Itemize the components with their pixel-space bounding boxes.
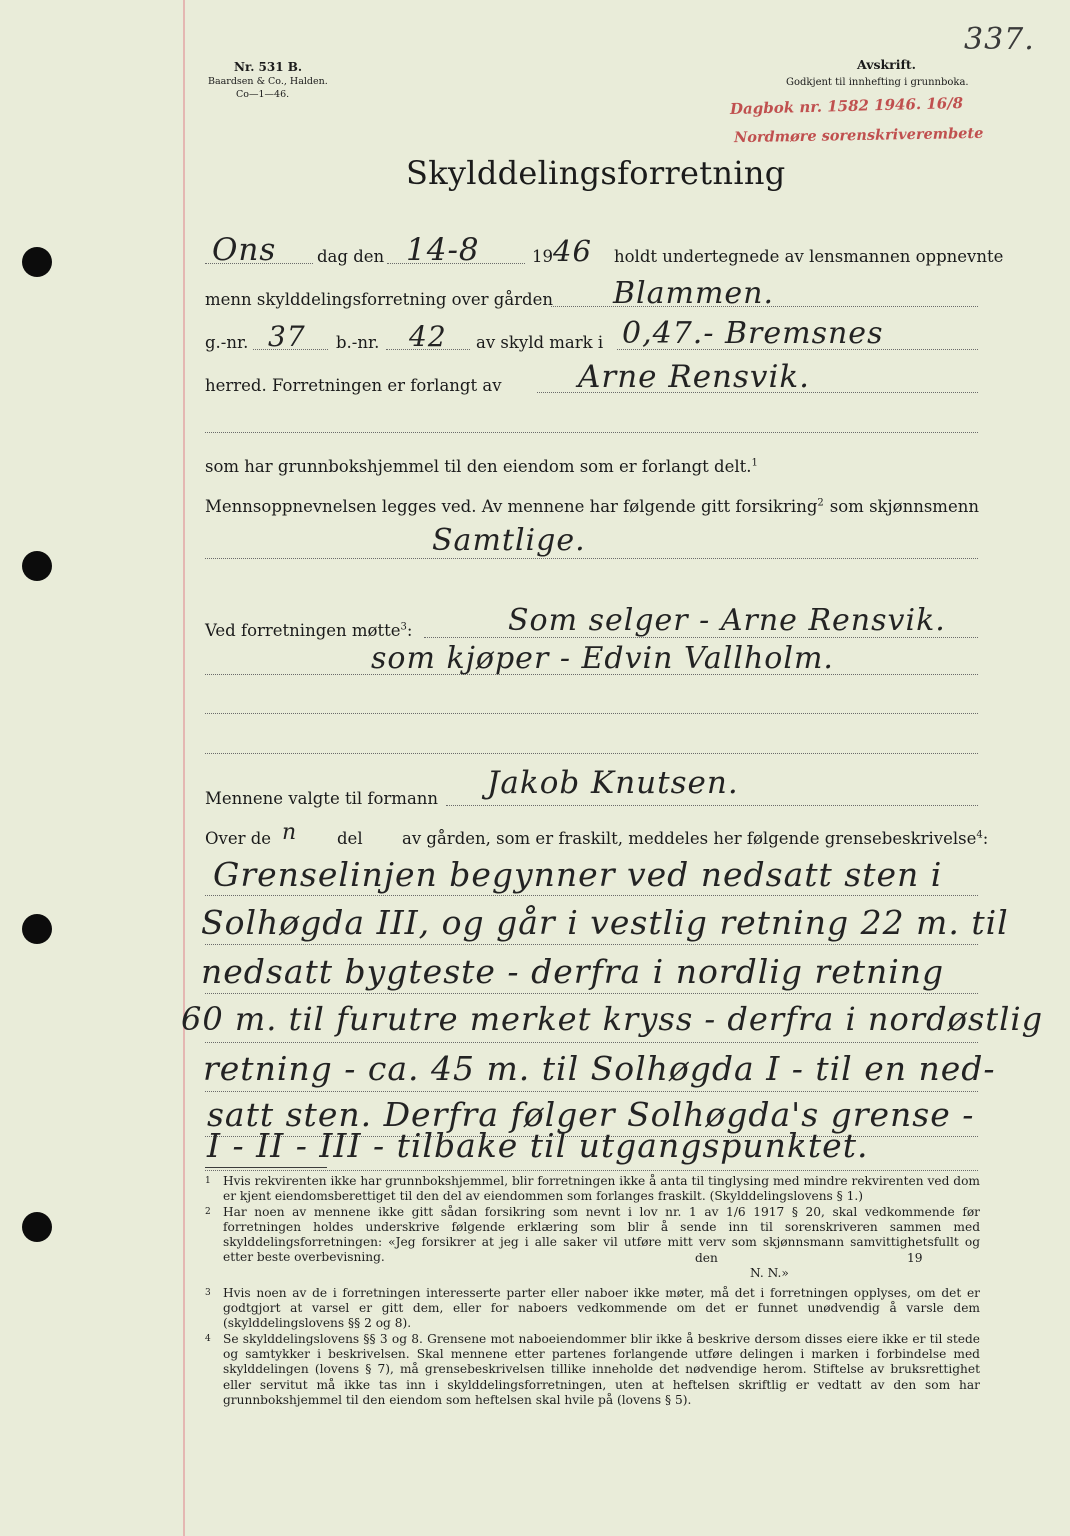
formann-handwritten: Jakob Knutsen. — [487, 765, 739, 801]
journal-stamp-line1: Dagbok nr. 1582 1946. 16/8 — [729, 93, 964, 119]
skyld-label: av skyld mark i — [476, 333, 604, 352]
over-de-label: Over de — [205, 829, 272, 848]
mote-line1-handwritten: Som selger - Arne Rensvik. — [508, 603, 946, 638]
binder-hole-1 — [22, 247, 52, 277]
weekday-handwritten: Ons — [212, 232, 277, 268]
description-line-3: nedsatt bygteste - derfra i nordlig retning — [201, 952, 945, 991]
farm-name-handwritten: Blammen. — [613, 276, 775, 311]
description-line-6: satt sten. Derfra følger Solhøgda's grense - — [207, 1095, 975, 1134]
description-line-1: Grenselinjen begynner ved nedsatt sten i — [213, 855, 943, 894]
forsikring-handwritten: Samtlige. — [432, 523, 586, 558]
over-de-handwritten: n — [282, 820, 298, 845]
form-number: Nr. 531 B. — [234, 60, 303, 74]
margin-line — [183, 0, 185, 1536]
grensebeskrivelse-label: av gården, som er fraskilt, meddeles her følgende grensebeskrivelse$^4$: — [402, 829, 989, 848]
year-prefix: 19 — [532, 247, 553, 266]
description-line-5: retning - ca. 45 m. til Solhøgda I - til en ned- — [203, 1049, 996, 1088]
farm-label: menn skylddelingsforretning over gården — [205, 290, 554, 309]
requester-handwritten: Arne Rensvik. — [578, 359, 810, 395]
gnr-handwritten: 37 — [268, 320, 306, 353]
footnote-2: 2 Har noen av mennene ikke gitt sådan forsikring som nevnt i lov nr. 1 av 1/6 1917 § 20, skal vedkommende før forretningen holdes underskrive følgende erklæring som blir å sende inn til sorenskriveren sammen med skylddelingsforretningen: «Jeg forsikrer at jeg i alle saker vil utføre mitt verv som skjønnsmann samvittighetsfullt og etter beste overbevisning. — [205, 1204, 980, 1265]
del-label: del — [337, 829, 363, 848]
binder-hole-4 — [22, 1212, 52, 1242]
mote-label: Ved forretningen møtte$^3$: — [205, 621, 413, 640]
mennsoppnevnelse-text: Mennsoppnevnelsen legges ved. Av mennene har følgende gitt forsikring$^2$ som skjønnsmenn — [205, 497, 979, 516]
binder-hole-2 — [22, 551, 52, 581]
description-line-2: Solhøgda III, og går i vestlig retning 22 m. til — [201, 903, 1009, 942]
skyld-handwritten: 0,47.- Bremsnes — [622, 316, 884, 351]
print-code: Co—1—46. — [236, 89, 290, 100]
document-title: Skylddelingsforretning — [406, 154, 786, 192]
bnr-label: b.-nr. — [336, 333, 380, 352]
footnote-rule — [205, 1167, 327, 1168]
description-line-4: 60 m. til furutre merket kryss - derfra i nordøstlig — [181, 1000, 1044, 1038]
footnote-4: 4 Se skylddelingslovens §§ 3 og 8. Grensene mot naboeiendommer blir ikke å beskrive dersom disses eiere ikke er til stede og samtykker i beskrivelsen. Skal mennene etter partenes forlangende utføre delingen i marken i forbindelse med skylddelingen (lovens § 7), må grensebeskrivelsen tillike inneholde det nødvendige herom. Stiftelse av bruksrettighet eller servitut må ikke tas inn i skylddelingsforretningen, uten at heftelsen skriftlig er vedtatt av den som har grunnbokshjemmel til den eiendom som heftelsen skal hvile på (lovens § 5). — [205, 1331, 980, 1407]
bnr-handwritten: 42 — [409, 320, 447, 353]
printer-name: Baardsen & Co., Halden. — [208, 76, 328, 87]
formann-label: Mennene valgte til formann — [205, 789, 439, 808]
binder-hole-3 — [22, 914, 52, 944]
journal-stamp-line2: Nordmøre sorenskriverembete — [733, 124, 984, 147]
approval-note: Godkjent til innhefting i grunnboka. — [786, 77, 969, 88]
copy-label: Avskrift. — [857, 57, 916, 72]
gnr-label: g.-nr. — [205, 333, 249, 352]
page-number: 337. — [964, 22, 1035, 57]
footnote-1: 1 Hvis rekvirenten ikke har grunnbokshjemmel, blir forretningen ikke å anta til tinglysing med mindre rekvirenten ved dom er kjent eiendomsberettiget til den del av eiendommen som forlanges fraskilt. (Skylddelingslovens § 1.) — [205, 1174, 980, 1204]
weekday-label: dag den — [317, 247, 385, 266]
description-line-7: I - II - III - tilbake til utgangspunktet. — [207, 1126, 869, 1165]
line1-text: holdt undertegnede av lensmannen oppnevnte — [614, 247, 1004, 266]
year-handwritten: 46 — [553, 234, 592, 268]
footnote-signature-line: den 19 N. N.» — [695, 1250, 923, 1280]
hjemmel-text: som har grunnbokshjemmel til den eiendom som er forlangt delt.$^1$ — [205, 457, 758, 476]
herred-label: herred. Forretningen er forlangt av — [205, 376, 502, 395]
date-handwritten: 14-8 — [406, 232, 480, 268]
footnote-3: 3 Hvis noen av de i forretningen interesserte parter eller naboer ikke møter, må det i forretningen opplyses, om det er godtgjort at varsel er gitt dem, eller for naboers vedkommende om det er funnet unødvendig å varsle dem (skylddelingslovens §§ 2 og 8). — [205, 1285, 980, 1331]
footnotes — [205, 1174, 980, 1408]
mote-line2-handwritten: som kjøper - Edvin Vallholm. — [371, 641, 834, 676]
